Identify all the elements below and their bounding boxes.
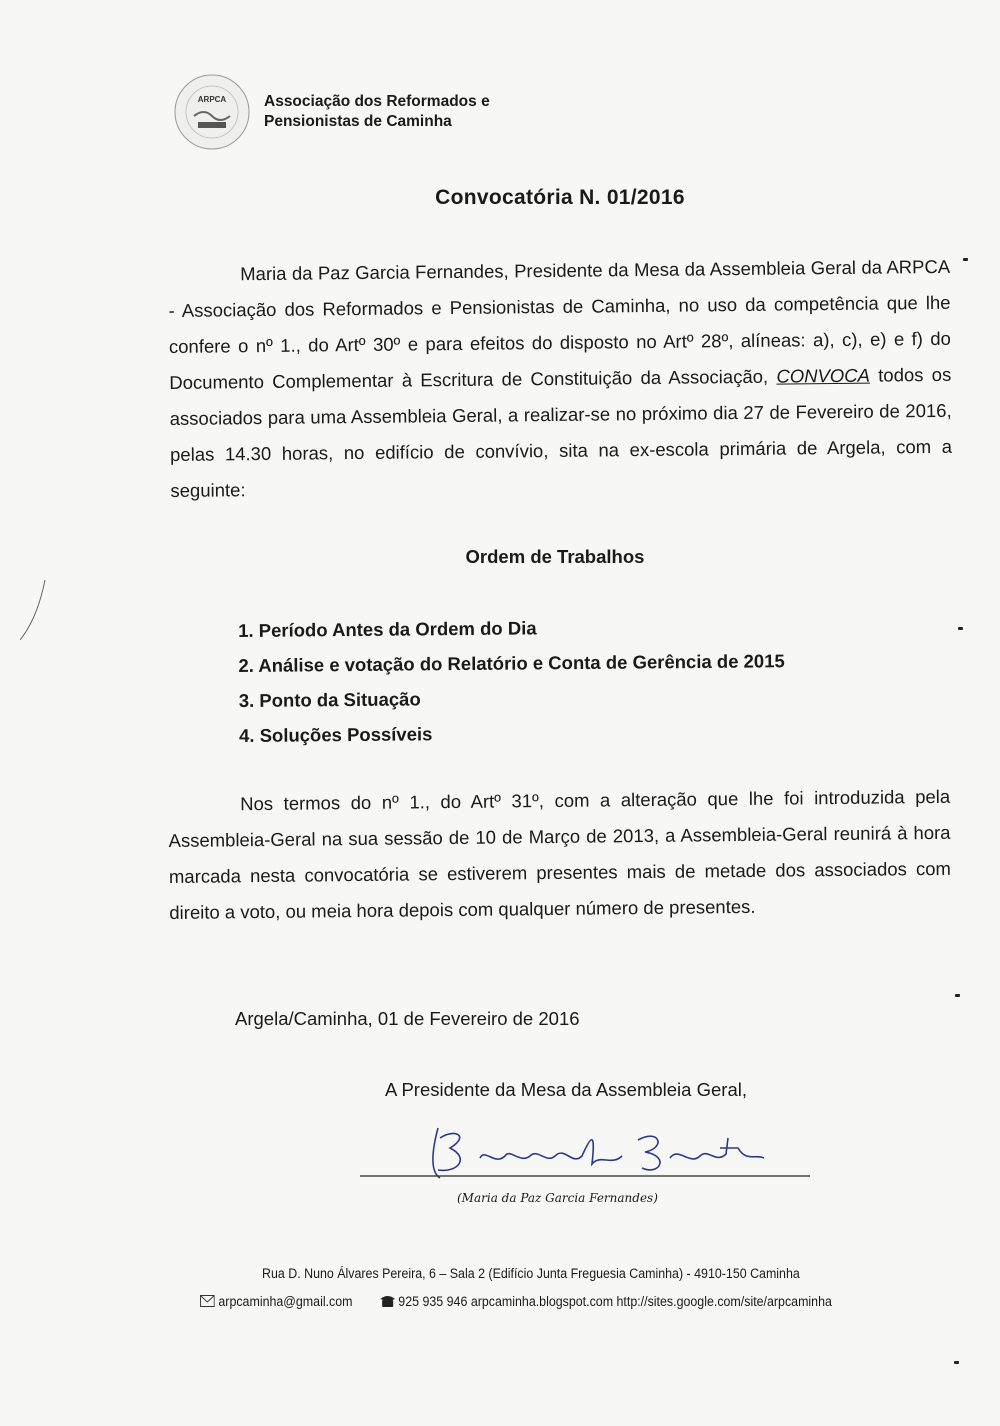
agenda-list xyxy=(238,608,785,753)
arpca-logo xyxy=(172,72,252,152)
paragraph1-end: todos os associados para uma Assembleia Geral, a realizar-se no próximo dia 27 de Fevereiro de 2016, pelas 14.30 horas, no edifício de convívio, sita na ex-escola primária de Argela, com a seguinte: xyxy=(169,363,953,501)
place-date: Argela/Caminha, 01 de Fevereiro de 2016 xyxy=(235,1008,580,1029)
footer-email[interactable]: arpcaminha@gmail.com xyxy=(218,1293,353,1309)
org-name-line1: Associação dos Reformados e xyxy=(264,93,490,110)
agenda-title: Ordem de Trabalhos xyxy=(465,546,645,567)
logo-text: ARPCA xyxy=(197,95,227,104)
paper-fold-mark xyxy=(20,580,50,640)
scan-speck xyxy=(958,627,963,630)
agenda-item: 2. Análise e votação do Relatório e Conta de Gerência de 2015 xyxy=(238,650,785,676)
agenda-item: 4. Soluções Possíveis xyxy=(238,723,433,746)
scan-speck xyxy=(954,1361,959,1364)
signoff: A Presidente da Mesa da Assembleia Geral, xyxy=(385,1079,747,1100)
quorum-paragraph: Nos termos do nº 1., do Artº 31º, com a alteração que lhe foi introduzida pela Assembleia-Geral na sua sessão de 10 de Março de 2013, a Assembleia-Geral reunirá à hora marcada nesta convocatória se estiverem presentes mais de metade dos associados com direito a voto, ou meia hora depois com qualquer número de presentes. xyxy=(168,785,952,923)
footer-blog[interactable]: arpcaminha.blogspot.com xyxy=(470,1293,614,1309)
organization-name xyxy=(264,92,490,132)
agenda-item: 1. Período Antes da Ordem do Dia xyxy=(238,617,537,641)
scan-speck xyxy=(955,994,960,997)
convoca-emphasis: CONVOCA xyxy=(776,364,871,387)
footer-address: Rua D. Nuno Álvares Pereira, 6 – Sala 2 (Edifício Junta Freguesia Caminha) - 4910-150 Caminha xyxy=(262,1266,800,1281)
envelope-icon xyxy=(200,1295,215,1307)
footer-phone: 925 935 946 xyxy=(398,1293,468,1309)
signatory-name: (Maria da Paz Garcia Fernandes) xyxy=(457,1191,658,1205)
footer-contacts xyxy=(200,1293,832,1309)
footer-site[interactable]: http://sites.google.com/site/arpcaminha xyxy=(616,1293,832,1309)
org-name-line2: Pensionistas de Caminha xyxy=(264,113,452,130)
telephone-icon xyxy=(380,1295,395,1307)
document-title: Convocatória N. 01/2016 xyxy=(435,186,685,209)
convocation-paragraph xyxy=(168,249,953,509)
handwritten-signature xyxy=(360,1118,810,1188)
scan-speck xyxy=(963,258,968,261)
agenda-item: 3. Ponto da Situação xyxy=(238,688,421,711)
paragraph1-start: Maria da Paz Garcia Fernandes, Presidente da Mesa da Assembleia Geral da ARPCA - Associação dos Reformados e Pensionistas de Caminha, no uso da competência que lhe confere o nº 1., do Artº 30º e para efeitos do disposto no Artº 28º, alíneas: a), c), e) e f) do Documento Complementar à Escritura de Constituição da Associação, xyxy=(168,255,952,393)
